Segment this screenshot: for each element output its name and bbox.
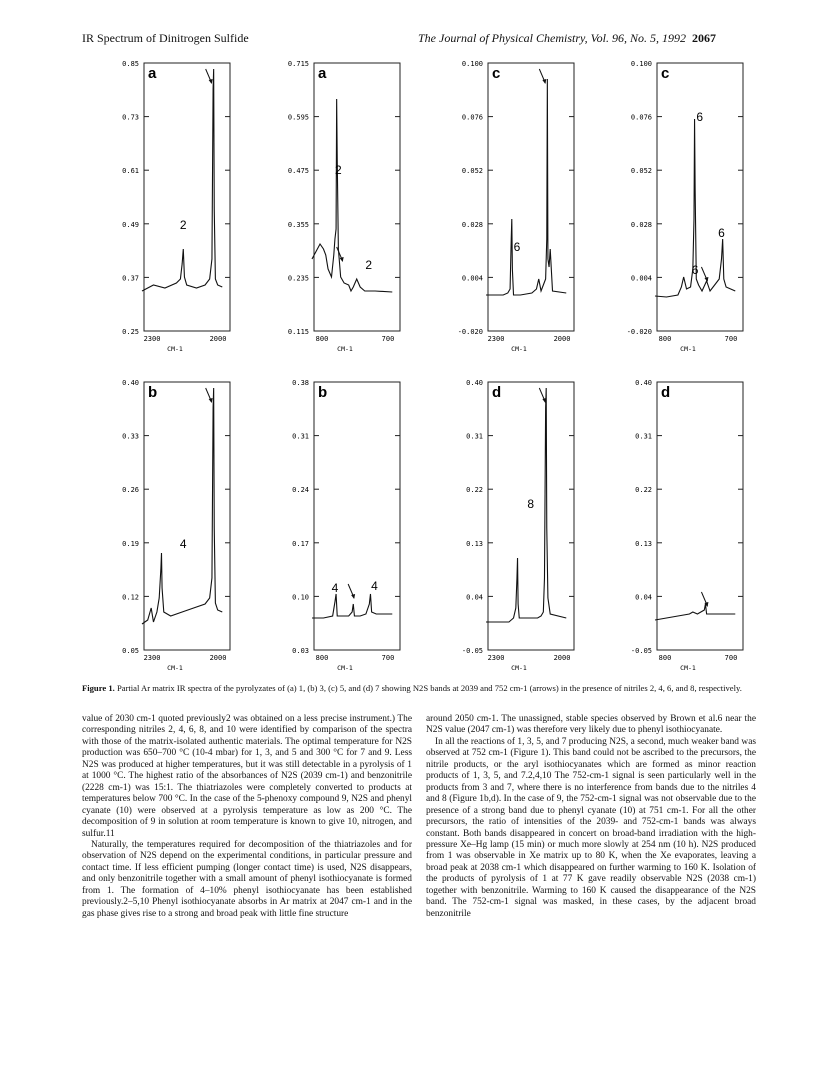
plot-frame bbox=[657, 382, 743, 650]
x-tick-label: 800 bbox=[315, 654, 329, 662]
x-tick-label: 800 bbox=[658, 654, 672, 662]
figure-caption bbox=[82, 683, 750, 694]
x-tick-label: 2300 bbox=[487, 654, 505, 662]
x-tick-label: 2000 bbox=[209, 654, 227, 662]
plot-frame bbox=[314, 382, 400, 650]
panel-letter: d bbox=[661, 384, 671, 401]
y-tick-label: 0.61 bbox=[122, 167, 139, 176]
spectrum-svg bbox=[82, 55, 232, 355]
spectrum-panel-d-2300 bbox=[426, 374, 576, 672]
x-tick-label: 2000 bbox=[553, 654, 571, 662]
spectrum-trace bbox=[655, 604, 735, 620]
paragraph: around 2050 cm-1. The unassigned, stable species observed by Brown et al.6 near the N2S value (2047 cm-1) was therefore very likely due to phenyl isothiocyanate. bbox=[426, 714, 756, 736]
y-tick-label: 0.73 bbox=[122, 113, 139, 122]
x-tick-label: 700 bbox=[381, 654, 395, 662]
y-tick-label: 0.40 bbox=[122, 379, 139, 387]
text-column-right bbox=[426, 714, 756, 920]
arrow-head bbox=[542, 79, 546, 84]
y-tick-label: 0.076 bbox=[630, 113, 652, 122]
peak-label: 4 bbox=[371, 579, 378, 593]
panel-letter: b bbox=[148, 384, 158, 401]
spectrum-svg bbox=[252, 374, 402, 674]
peak-label: 6 bbox=[718, 226, 725, 240]
plot-frame bbox=[314, 63, 400, 331]
spectrum-svg bbox=[595, 55, 745, 355]
panel-letter: b bbox=[318, 384, 328, 401]
y-tick-label: 0.595 bbox=[287, 113, 309, 122]
x-tick-label: 2300 bbox=[143, 335, 161, 343]
running-head-title: IR Spectrum of Dinitrogen Sulfide bbox=[82, 31, 249, 45]
x-unit-label: CM-1 bbox=[337, 664, 353, 672]
y-tick-label: -0.05 bbox=[461, 647, 483, 655]
spectrum-trace-group bbox=[486, 388, 566, 622]
y-tick-label: 0.85 bbox=[122, 60, 139, 68]
y-tick-label: 0.05 bbox=[122, 647, 139, 655]
spectrum-panel-b-800 bbox=[252, 374, 402, 672]
paragraph: In all the reactions of 1, 3, 5, and 7 producing N2S, a second, much weaker band was observed at 752 cm-1 (Figure 1). This band could not be ascribed to the precursors, the nitrile products, or the aryl isothiocyanates which are formed as minor reaction products of 1, 3, 5, and 7.2,4,10 The 752-cm-1 signal is seen particularly well in the products from 3 and 7, where there is no interference from bands due to the nitriles 4 and 8 (Figure 1b,d). In the case of 9, the 752-cm-1 signal was not observable due to the presence of a strong band due to phenyl cyanate (10) at 751 cm-1. For all the other precursors, the ratio of intensities of the 2039- and 752-cm-1 bands was always constant. Both bands disappeared in concert on broad-band irradiation with the high-pressure Xe–Hg lamp (15 min) or much more slowly at 254 nm (10 h). N2S produced from 1 was observable in Xe matrix up to 80 K, when the Xe evaporates, leaving a broad peak at 2038 cm-1 which disappeared on further warming to 160 K. Isolation of the products of pyrolysis of 1 at 77 K gave readily observable N2S (2038 cm-1) together with benzonitrile. Warming to 160 K caused the disappearance of the N2S band. The 752-cm-1 signal was masked, in these cases, by the adjacent broad benzonitrile bbox=[426, 736, 756, 919]
x-unit-label: CM-1 bbox=[511, 345, 527, 353]
spectrum-panel-b-2300 bbox=[82, 374, 232, 672]
x-unit-label: CM-1 bbox=[680, 664, 696, 672]
spectrum-trace bbox=[312, 99, 392, 292]
y-tick-label: 0.31 bbox=[292, 432, 309, 441]
x-tick-label: 700 bbox=[724, 654, 738, 662]
x-tick-label: 800 bbox=[658, 335, 672, 343]
y-tick-label: 0.19 bbox=[122, 539, 139, 548]
y-tick-label: 0.475 bbox=[287, 167, 309, 176]
panel-letter: c bbox=[492, 65, 501, 82]
y-tick-label: 0.22 bbox=[635, 486, 652, 495]
y-tick-label: 0.028 bbox=[461, 220, 483, 229]
spectrum-trace-group bbox=[312, 594, 392, 618]
panel-letter: a bbox=[318, 65, 327, 82]
peak-label: 8 bbox=[527, 497, 535, 511]
plot-frame bbox=[144, 63, 230, 331]
x-tick-label: 2300 bbox=[487, 335, 505, 343]
y-tick-label: 0.004 bbox=[630, 274, 652, 283]
y-tick-label: 0.31 bbox=[635, 432, 652, 441]
y-tick-label: 0.100 bbox=[461, 60, 483, 68]
y-tick-label: 0.24 bbox=[292, 486, 309, 495]
x-unit-label: CM-1 bbox=[167, 345, 183, 353]
y-tick-label: 0.13 bbox=[635, 539, 652, 548]
journal-citation: The Journal of Physical Chemistry, Vol. 96, No. 5, 1992 bbox=[418, 31, 686, 45]
x-unit-label: CM-1 bbox=[337, 345, 353, 353]
arrow-head bbox=[340, 257, 344, 262]
spectrum-panel-c-800 bbox=[595, 55, 745, 353]
y-tick-label: 0.052 bbox=[630, 167, 652, 176]
x-tick-label: 2000 bbox=[209, 335, 227, 343]
plot-frame bbox=[488, 63, 574, 331]
y-tick-label: 0.028 bbox=[630, 220, 652, 229]
y-tick-label: 0.25 bbox=[122, 328, 139, 336]
y-tick-label: 0.100 bbox=[630, 60, 652, 68]
peak-label: 2 bbox=[365, 258, 373, 272]
y-tick-label: -0.020 bbox=[626, 328, 652, 336]
y-tick-label: 0.115 bbox=[287, 328, 309, 336]
y-tick-label: 0.22 bbox=[466, 486, 483, 495]
spectrum-trace-group bbox=[312, 99, 392, 292]
y-tick-label: 0.235 bbox=[287, 274, 309, 283]
y-tick-label: 0.37 bbox=[122, 274, 139, 283]
panel-letter: c bbox=[661, 65, 670, 82]
spectrum-svg bbox=[426, 55, 576, 355]
spectrum-trace-group bbox=[655, 604, 735, 620]
paragraph: Naturally, the temperatures required for decomposition of the thiatriazoles and for observation of N2S depend on the experimental conditions, in particular pressure and contact time. If less efficient pumping (longer contact time) is used, N2S disappears, and only benzonitrile together with a small amount of phenyl isothiocyanate is formed from 1. The formation of 4–10% phenyl isothiocyanate has been established previously.2–5,10 Phenyl isothiocyanate absorbs in Ar matrix at 2047 cm-1 and in the gas phase gives rise to a strong and broad peak with little fine structure bbox=[82, 839, 412, 919]
peak-label: 6 bbox=[513, 240, 521, 254]
plot-frame bbox=[488, 382, 574, 650]
y-tick-label: 0.715 bbox=[287, 60, 309, 68]
spectrum-trace-group bbox=[142, 69, 222, 291]
peak-label: 2 bbox=[179, 218, 187, 232]
y-tick-label: 0.04 bbox=[635, 593, 652, 602]
spectrum-trace bbox=[142, 69, 222, 291]
peak-label: 4 bbox=[331, 581, 339, 595]
spectrum-svg bbox=[82, 374, 232, 674]
arrow-head bbox=[351, 594, 355, 599]
spectrum-trace bbox=[486, 79, 566, 295]
y-tick-label: 0.38 bbox=[292, 379, 309, 387]
spectrum-trace-group bbox=[142, 388, 222, 624]
y-tick-label: 0.40 bbox=[466, 379, 483, 387]
caption-text: Partial Ar matrix IR spectra of the pyrolyzates of (a) 1, (b) 3, (c) 5, and (d) 7 showing N2S bands at 2039 and 752 cm-1 (arrows) in the presence of nitriles 2, 4, 6, and 8, respectively. bbox=[116, 683, 742, 693]
y-tick-label: 0.31 bbox=[466, 432, 483, 441]
y-tick-label: 0.004 bbox=[461, 274, 483, 283]
peak-label: 2 bbox=[335, 163, 342, 177]
y-tick-label: 0.40 bbox=[635, 379, 652, 387]
y-tick-label: 0.04 bbox=[466, 593, 483, 602]
y-tick-label: 0.355 bbox=[287, 220, 309, 229]
y-tick-label: 0.33 bbox=[122, 432, 139, 441]
text-column-left bbox=[82, 714, 412, 920]
y-tick-label: -0.020 bbox=[457, 328, 483, 336]
spectrum-svg bbox=[426, 374, 576, 674]
plot-frame bbox=[657, 63, 743, 331]
y-tick-label: 0.076 bbox=[461, 113, 483, 122]
spectrum-panel-d-800 bbox=[595, 374, 745, 672]
peak-label: 6 bbox=[696, 110, 704, 124]
caption-label: Figure 1. bbox=[82, 683, 115, 693]
spectrum-trace-group bbox=[486, 79, 566, 295]
x-tick-label: 2000 bbox=[553, 335, 571, 343]
arrow-head bbox=[209, 398, 213, 403]
peak-label: 4 bbox=[179, 537, 187, 551]
spectrum-svg bbox=[252, 55, 402, 355]
y-tick-label: 0.10 bbox=[292, 593, 309, 602]
x-tick-label: 700 bbox=[381, 335, 395, 343]
x-tick-label: 700 bbox=[724, 335, 738, 343]
x-unit-label: CM-1 bbox=[511, 664, 527, 672]
peak-label: 6 bbox=[691, 263, 699, 277]
paragraph: value of 2030 cm-1 quoted previously2 was obtained on a less precise instrument.) The corresponding nitriles 2, 4, 6, 8, and 10 were identified by comparison of the spectra with those of the matrix-isolated authentic materials. The optimal temperature for N2S production was 650–700 °C (10-4 mbar) for 1, 3, and 5 and 300 °C for 7 and 9. Less N2S was produced at higher temperatures, but it was still detectable in a pyrolysis of 1 at 1000 °C. The highest ratio of the absorbances of N2S (2039 cm-1) and benzonitrile (2228 cm-1) was 15:1. The thiatriazoles were completely converted to products at temperatures below 700 °C. In the case of the 5-phenoxy compound 9, N2S and phenyl cyanate (10) were observed at a pyrolysis temperature as low as 200 °C. The decomposition of 9 in solution at room temperature is known to give 10, nitrogen, and sulfur.11 bbox=[82, 714, 412, 839]
spectrum-panel-a-2300 bbox=[82, 55, 232, 353]
y-tick-label: -0.05 bbox=[630, 647, 652, 655]
running-head-journal bbox=[418, 31, 716, 46]
y-tick-label: 0.052 bbox=[461, 167, 483, 176]
y-tick-label: 0.49 bbox=[122, 220, 139, 229]
y-tick-label: 0.13 bbox=[466, 539, 483, 548]
spectrum-svg bbox=[595, 374, 745, 674]
spectrum-trace bbox=[486, 388, 566, 622]
spectrum-panel-c-2300 bbox=[426, 55, 576, 353]
x-unit-label: CM-1 bbox=[680, 345, 696, 353]
panel-letter: a bbox=[148, 65, 157, 82]
x-tick-label: 800 bbox=[315, 335, 329, 343]
arrow-head bbox=[209, 79, 213, 84]
y-tick-label: 0.26 bbox=[122, 486, 139, 495]
spectrum-trace bbox=[142, 388, 222, 624]
spectrum-panel-a-800 bbox=[252, 55, 402, 353]
spectrum-trace bbox=[312, 594, 392, 618]
y-tick-label: 0.03 bbox=[292, 647, 309, 655]
y-tick-label: 0.17 bbox=[292, 539, 309, 548]
x-tick-label: 2300 bbox=[143, 654, 161, 662]
page-number: 2067 bbox=[692, 31, 716, 45]
panel-letter: d bbox=[492, 384, 502, 401]
y-tick-label: 0.12 bbox=[122, 593, 139, 602]
x-unit-label: CM-1 bbox=[167, 664, 183, 672]
